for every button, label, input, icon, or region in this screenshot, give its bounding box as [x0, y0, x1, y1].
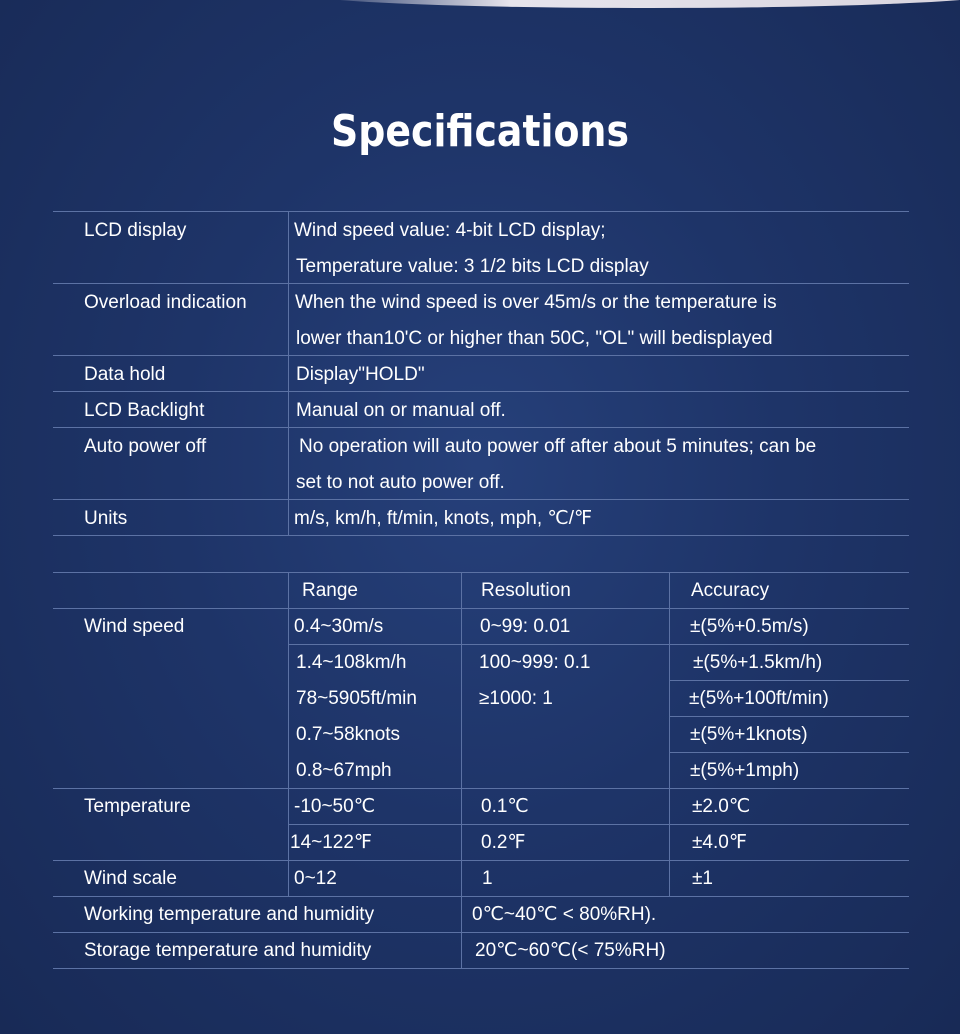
- spec-value-line: Temperature value: 3 1/2 bits LCD display: [296, 256, 649, 277]
- range-value: 1.4~108km/h: [296, 652, 407, 673]
- accuracy-value: ±(5%+1mph): [690, 760, 800, 781]
- accuracy-value: ±(5%+1knots): [690, 724, 808, 745]
- resolution-value: 1: [482, 868, 493, 889]
- page-title: Specifications: [331, 106, 629, 157]
- header-resolution: Resolution: [481, 580, 571, 601]
- row-label-storage-temperature: Storage temperature and humidity: [84, 940, 372, 961]
- range-value: 0~12: [294, 868, 337, 889]
- column-divider: [288, 211, 289, 535]
- table-rule: [288, 824, 909, 825]
- resolution-value: 100~999: 0.1: [479, 652, 591, 673]
- spec-label-lcd-backlight: LCD Backlight: [84, 400, 205, 421]
- row-label-wind-speed: Wind speed: [84, 616, 185, 637]
- spec-value-line: m/s, km/h, ft/min, knots, mph, ℃/℉: [294, 508, 593, 529]
- range-value: 78~5905ft/min: [296, 688, 417, 709]
- table-rule: [53, 211, 909, 212]
- row-label-wind-scale: Wind scale: [84, 868, 177, 889]
- resolution-value: 0.1℃: [481, 796, 529, 817]
- accuracy-value: ±(5%+100ft/min): [689, 688, 829, 709]
- spec-label-lcd-display: LCD display: [84, 220, 187, 241]
- range-value: 14~122℉: [290, 832, 373, 853]
- spec-value-line: Wind speed value: 4-bit LCD display;: [294, 220, 606, 241]
- spec-value-line: Display"HOLD": [296, 364, 425, 385]
- range-value: 0.8~67mph: [296, 760, 392, 781]
- accuracy-value: ±(5%+0.5m/s): [690, 616, 809, 637]
- spec-label-units: Units: [84, 508, 128, 529]
- header-accuracy: Accuracy: [691, 580, 770, 601]
- spec-value-line: lower than10'C or higher than 50C, "OL" will bedisplayed: [296, 328, 773, 349]
- column-divider: [669, 572, 670, 896]
- spec-value-line: Manual on or manual off.: [296, 400, 506, 421]
- resolution-value: 0.2℉: [481, 832, 526, 853]
- range-value: 0.4~30m/s: [294, 616, 384, 637]
- range-value: -10~50℃: [294, 796, 376, 817]
- column-divider: [288, 572, 289, 896]
- accuracy-value: ±1: [692, 868, 713, 889]
- row-label-working-temperature: Working temperature and humidity: [84, 904, 375, 925]
- storage-temperature-value: 20℃~60℃(< 75%RH): [475, 940, 666, 961]
- spec-value-line: set to not auto power off.: [296, 472, 505, 493]
- spec-label-auto-power-off: Auto power off: [84, 436, 207, 457]
- header-range: Range: [302, 580, 358, 601]
- column-divider: [461, 572, 462, 968]
- spec-label-data-hold: Data hold: [84, 364, 166, 385]
- resolution-value: ≥1000: 1: [479, 688, 553, 709]
- resolution-value: 0~99: 0.01: [480, 616, 571, 637]
- accuracy-value: ±2.0℃: [692, 796, 751, 817]
- spec-value-line: No operation will auto power off after about 5 minutes; can be: [299, 436, 817, 457]
- accuracy-value: ±(5%+1.5km/h): [693, 652, 823, 673]
- range-value: 0.7~58knots: [296, 724, 401, 745]
- top-decorative-swoosh: [300, 0, 960, 8]
- spec-label-overload-indication: Overload indication: [84, 292, 247, 313]
- spec-value-line: When the wind speed is over 45m/s or the temperature is: [295, 292, 777, 313]
- accuracy-value: ±4.0℉: [692, 832, 747, 853]
- table-rule: [53, 391, 909, 392]
- row-label-temperature: Temperature: [84, 796, 191, 817]
- working-temperature-value: 0℃~40℃ < 80%RH).: [472, 904, 657, 925]
